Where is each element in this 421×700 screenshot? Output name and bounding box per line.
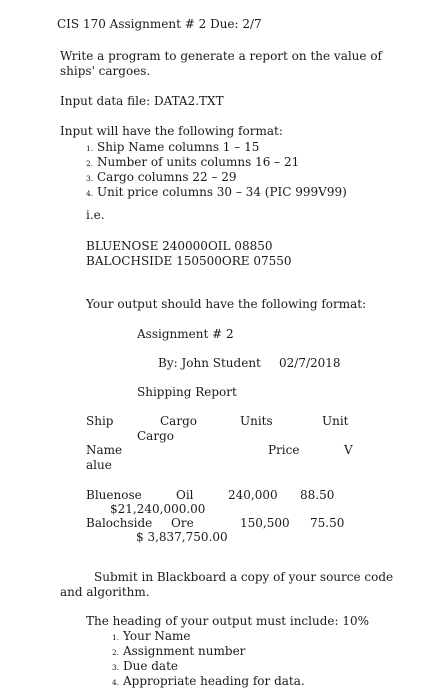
heading-requirements-title: The heading of your output must include: 10% <box>86 614 370 628</box>
row-ship: Bluenose <box>86 488 142 502</box>
column-header-price: Price <box>268 443 300 457</box>
column-header-units: Units <box>240 414 273 428</box>
submit-line-2: and algorithm. <box>60 585 150 599</box>
column-header-ship: Ship <box>86 414 114 428</box>
format-item: 3. Cargo columns 22 – 29 <box>86 170 237 184</box>
sample-line-2: BALOCHSIDE 150500ORE 07550 <box>86 254 292 268</box>
output-intro: Your output should have the following format: <box>86 297 367 311</box>
ie-label: i.e. <box>86 208 105 222</box>
report-subtitle: Shipping Report <box>137 385 237 399</box>
row-price: 88.50 <box>300 488 335 502</box>
column-header-value-start: V <box>344 443 353 457</box>
row-value: $21,240,000.00 <box>110 502 206 516</box>
column-header-unit: Unit <box>322 414 349 428</box>
format-item: 4. Unit price columns 30 – 34 (PIC 999V99) <box>86 185 347 199</box>
row-cargo: Ore <box>171 516 194 530</box>
row-ship: Balochside <box>86 516 153 530</box>
requirement-item: 4. Appropriate heading for data. <box>112 674 305 688</box>
intro-line-1: Write a program to generate a report on the value of <box>60 49 382 63</box>
row-cargo: Oil <box>176 488 194 502</box>
report-date: 02/7/2018 <box>279 356 341 370</box>
report-author: By: John Student <box>158 356 261 370</box>
input-file-line: Input data file: DATA2.TXT <box>60 94 224 108</box>
page-title: CIS 170 Assignment # 2 Due: 2/7 <box>57 17 262 31</box>
requirement-item: 1. Your Name <box>112 629 191 643</box>
format-item: 1. Ship Name columns 1 – 15 <box>86 140 260 154</box>
intro-line-2: ships' cargoes. <box>60 64 151 78</box>
row-price: 75.50 <box>310 516 345 530</box>
report-assignment: Assignment # 2 <box>137 327 234 341</box>
column-header-cargo: Cargo <box>160 414 197 428</box>
requirement-item: 2. Assignment number <box>112 644 246 658</box>
row-units: 240,000 <box>228 488 278 502</box>
format-item: 2. Number of units columns 16 – 21 <box>86 155 300 169</box>
sample-line-1: BLUENOSE 240000OIL 08850 <box>86 239 273 253</box>
column-header-name: Name <box>86 443 123 457</box>
column-header-cargo-wrap: Cargo <box>137 429 174 443</box>
format-heading: Input will have the following format: <box>60 124 283 138</box>
requirement-item: 3. Due date <box>112 659 179 673</box>
submit-line-1: Submit in Blackboard a copy of your source code <box>94 570 394 584</box>
column-header-value-end: alue <box>86 458 112 472</box>
row-units: 150,500 <box>240 516 290 530</box>
row-value: $ 3,837,750.00 <box>136 530 228 544</box>
